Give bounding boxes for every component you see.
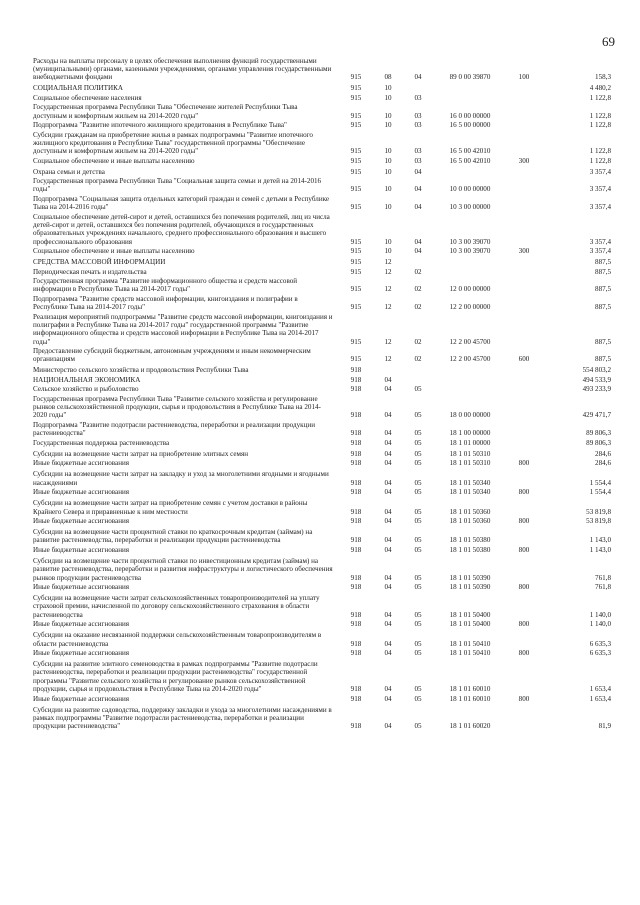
row-ministry-code: 918 (350, 438, 362, 447)
row-name: Подпрограмма "Развитие ипотечного жилищного кредитования в Республике Тыва" (33, 121, 287, 130)
row-section-code: 04 (384, 517, 392, 526)
row-ministry-code: 918 (350, 375, 362, 384)
row-amount: 284,6 (595, 449, 611, 458)
page-number: 69 (602, 34, 615, 49)
row-ministry-code: 915 (350, 303, 362, 312)
row-section-code: 04 (384, 459, 392, 468)
row-target-article: 10 3 00 00000 (449, 203, 491, 212)
row-section-code: 04 (384, 620, 392, 629)
row-ministry-code: 918 (350, 411, 362, 420)
row-target-article: 18 1 01 00000 (449, 438, 491, 447)
row-ministry-code: 915 (350, 73, 362, 82)
row-subsection-code: 05 (414, 429, 422, 438)
table-row (33, 194, 615, 212)
row-section-code: 04 (384, 429, 392, 438)
row-expense-type: 600 (518, 355, 530, 364)
table-row (33, 246, 615, 255)
table-row (33, 212, 615, 246)
row-target-article: 18 1 01 50410 (449, 649, 491, 658)
row-name: СОЦИАЛЬНАЯ ПОЛИТИКА (33, 84, 123, 93)
table-row (33, 366, 615, 375)
row-section-code: 12 (384, 285, 392, 294)
table-row (33, 449, 615, 458)
row-amount: 53 819,8 (586, 517, 611, 526)
table-row (33, 694, 615, 703)
row-ministry-code: 915 (350, 147, 362, 156)
row-target-article: 18 1 01 50380 (449, 545, 491, 554)
row-amount: 1 143,0 (589, 536, 611, 545)
row-section-code: 04 (384, 694, 392, 703)
row-section-code: 10 (384, 156, 392, 165)
table-row (33, 660, 615, 694)
row-subsection-code: 02 (414, 337, 422, 346)
row-subsection-code: 05 (414, 438, 422, 447)
table-row (33, 438, 615, 447)
row-section-code: 12 (384, 337, 392, 346)
row-section-code: 10 (384, 237, 392, 246)
row-amount: 1 122,8 (589, 111, 611, 120)
row-amount: 89 806,3 (586, 438, 611, 447)
row-target-article: 18 1 01 50310 (449, 449, 491, 458)
row-section-code: 04 (384, 478, 392, 487)
row-subsection-code: 03 (414, 156, 422, 165)
row-ministry-code: 915 (350, 185, 362, 194)
row-amount: 6 635,3 (589, 649, 611, 658)
row-subsection-code: 05 (414, 573, 422, 582)
row-subsection-code: 05 (414, 610, 422, 619)
table-row (33, 103, 615, 121)
row-name: НАЦИОНАЛЬНАЯ ЭКОНОМИКА (33, 375, 141, 384)
row-name: Иные бюджетные ассигнования (33, 620, 130, 629)
row-target-article: 16 5 00 42010 (449, 156, 491, 165)
row-subsection-code: 04 (414, 247, 422, 256)
table-row (33, 346, 615, 364)
row-ministry-code: 918 (350, 507, 362, 516)
row-ministry-code: 918 (350, 545, 362, 554)
table-row (33, 631, 615, 649)
row-subsection-code: 05 (414, 507, 422, 516)
row-amount: 3 357,4 (589, 247, 611, 256)
row-section-code: 10 (384, 203, 392, 212)
row-amount: 1 653,4 (589, 694, 611, 703)
table-row (33, 84, 615, 93)
table-row (33, 488, 615, 497)
table-row (33, 620, 615, 629)
row-expense-type: 800 (518, 583, 530, 592)
row-name: Иные бюджетные ассигнования (33, 649, 130, 658)
row-amount: 1 122,8 (589, 121, 611, 130)
row-name: Реализация мероприятий подпрограммы "Развитие средств массовой информации, книгоиздания и полиграфии в Республике Тыва на 2014-2017 годы" государственной программы "Развитие информационного общества и средств массовой информации в Республике Тыва на 2014-2017 годы" (33, 312, 333, 346)
row-amount: 3 357,4 (589, 185, 611, 194)
row-name: Субсидии на возмещение части процентной ставки по инвестиционным кредитам (займам) на развитие растениеводства, переработки и развития инфраструктуры и логистического обеспечения рынков продукции растениеводства (33, 556, 333, 582)
row-ministry-code: 915 (350, 237, 362, 246)
row-name: Субсидии гражданам на приобретение жилья в рамках подпрограммы "Развитие ипотечного жилищного кредитования в Республике Тыва" государственной программы "Обеспечение доступным и комфортным жильем на 2014-2020 годы" (33, 130, 313, 156)
row-name: Субсидии на возмещение части затрат на приобретение элитных семян (33, 449, 249, 458)
row-ministry-code: 915 (350, 258, 362, 267)
row-name: Иные бюджетные ассигнования (33, 488, 130, 497)
row-target-article: 18 1 01 50400 (449, 620, 491, 629)
row-ministry-code: 915 (350, 247, 362, 256)
row-name: СРЕДСТВА МАССОВОЙ ИНФОРМАЦИИ (33, 258, 166, 267)
row-amount: 1 554,4 (589, 488, 611, 497)
row-section-code: 04 (384, 685, 392, 694)
row-amount: 887,5 (595, 355, 611, 364)
row-target-article: 18 1 01 50340 (449, 478, 491, 487)
row-ministry-code: 918 (350, 429, 362, 438)
table-row (33, 385, 615, 394)
row-subsection-code: 03 (414, 111, 422, 120)
row-name: Субсидии на развитие садоводства, поддержку закладки и ухода за многолетними насаждениями в рамках подпрограммы "Развитие подотрасли растениеводства, переработки и реализации продукции растениеводства" (33, 705, 332, 731)
table-row (33, 470, 615, 488)
row-expense-type: 800 (518, 620, 530, 629)
table-row (33, 375, 615, 384)
table-row (33, 130, 615, 156)
table-row (33, 294, 615, 312)
row-section-code: 10 (384, 84, 392, 93)
row-amount: 1 140,0 (589, 620, 611, 629)
row-ministry-code: 918 (350, 639, 362, 648)
table-row (33, 267, 615, 276)
row-amount: 3 357,4 (589, 167, 611, 176)
row-ministry-code: 915 (350, 84, 362, 93)
row-name: Иные бюджетные ассигнования (33, 545, 130, 554)
row-amount: 89 806,3 (586, 429, 611, 438)
row-ministry-code: 915 (350, 93, 362, 102)
row-amount: 493 233,9 (582, 385, 611, 394)
row-target-article: 18 1 01 50390 (449, 583, 491, 592)
row-amount: 429 471,7 (582, 411, 611, 420)
row-section-code: 10 (384, 93, 392, 102)
table-row (33, 93, 615, 102)
row-ministry-code: 915 (350, 267, 362, 276)
row-name: Подпрограмма "Развитие средств массовой информации, книгоиздания и полиграфии в Республике Тыва на 2014-2017 годы" (33, 294, 298, 312)
row-section-code: 04 (384, 649, 392, 658)
row-target-article: 18 1 01 60010 (449, 694, 491, 703)
row-target-article: 12 2 00 45700 (449, 337, 491, 346)
row-ministry-code: 918 (350, 685, 362, 694)
row-subsection-code: 04 (414, 237, 422, 246)
row-section-code: 04 (384, 536, 392, 545)
row-name: Иные бюджетные ассигнования (33, 583, 130, 592)
row-section-code: 12 (384, 303, 392, 312)
row-expense-type: 800 (518, 545, 530, 554)
row-amount: 284,6 (595, 459, 611, 468)
row-amount: 3 357,4 (589, 203, 611, 212)
table-row (33, 120, 615, 129)
row-amount: 53 819,8 (586, 507, 611, 516)
row-ministry-code: 915 (350, 121, 362, 130)
row-section-code: 12 (384, 258, 392, 267)
row-amount: 1 143,0 (589, 545, 611, 554)
row-target-article: 16 0 00 00000 (449, 111, 491, 120)
row-expense-type: 800 (518, 517, 530, 526)
row-name: Расходы на выплаты персоналу в целях обеспечения выполнения функций государственными (муниципальными) органами, казенными учреждениями, органами управления государственными внебюджетными фондами (33, 56, 332, 82)
table-row (33, 705, 615, 731)
row-ministry-code: 915 (350, 203, 362, 212)
row-subsection-code: 05 (414, 639, 422, 648)
table-row (33, 56, 615, 82)
row-name: Государственная программа "Развитие информационного общества и средств массовой информации в Республике Тыва на 2014-2017 годы" (33, 277, 298, 294)
row-name: Государственная программа Республики Тыва "Обеспечение жителей Республики Тыва доступным и комфортным жильем на 2014-2020 годы" (33, 103, 298, 120)
row-subsection-code: 05 (414, 722, 422, 731)
row-ministry-code: 915 (350, 337, 362, 346)
row-subsection-code: 04 (414, 203, 422, 212)
budget-table (33, 56, 615, 731)
table-row (33, 312, 615, 346)
row-amount: 1 122,8 (589, 156, 611, 165)
row-ministry-code: 915 (350, 355, 362, 364)
row-subsection-code: 02 (414, 303, 422, 312)
row-subsection-code: 05 (414, 449, 422, 458)
row-section-code: 10 (384, 247, 392, 256)
row-ministry-code: 918 (350, 573, 362, 582)
row-subsection-code: 04 (414, 167, 422, 176)
row-section-code: 10 (384, 121, 392, 130)
table-row (33, 594, 615, 620)
row-name: Субсидии на возмещение части затрат на приобретение семян с учетом доставки в районы Крайнего Севера и приравненные к ним местности (33, 499, 308, 516)
row-ministry-code: 918 (350, 610, 362, 619)
row-amount: 3 357,4 (589, 237, 611, 246)
table-row (33, 556, 615, 582)
row-subsection-code: 05 (414, 517, 422, 526)
row-amount: 81,9 (598, 722, 611, 731)
row-name: Министерство сельского хозяйства и продовольствия Республики Тыва (33, 366, 249, 375)
row-ministry-code: 918 (350, 649, 362, 658)
row-target-article: 18 1 00 00000 (449, 429, 491, 438)
row-subsection-code: 05 (414, 685, 422, 694)
row-target-article: 18 1 01 50400 (449, 610, 491, 619)
table-row (33, 545, 615, 554)
table-row (33, 156, 615, 165)
row-ministry-code: 918 (350, 517, 362, 526)
table-row (33, 394, 615, 420)
row-section-code: 04 (384, 545, 392, 554)
row-section-code: 04 (384, 449, 392, 458)
row-section-code: 04 (384, 583, 392, 592)
table-row (33, 528, 615, 546)
table-row (33, 516, 615, 525)
row-ministry-code: 918 (350, 583, 362, 592)
row-ministry-code: 915 (350, 156, 362, 165)
row-amount: 494 533,9 (582, 375, 611, 384)
row-expense-type: 100 (518, 73, 530, 82)
row-target-article: 89 0 00 39870 (449, 73, 491, 82)
row-subsection-code: 04 (414, 185, 422, 194)
row-amount: 887,5 (595, 337, 611, 346)
row-subsection-code: 05 (414, 385, 422, 394)
row-name: Периодическая печать и издательства (33, 267, 147, 276)
row-subsection-code: 04 (414, 73, 422, 82)
table-row (33, 258, 615, 267)
row-name: Сельское хозяйство и рыболовство (33, 385, 139, 394)
row-section-code: 04 (384, 488, 392, 497)
table-row (33, 582, 615, 591)
row-target-article: 18 0 00 00000 (449, 411, 491, 420)
row-section-code: 04 (384, 573, 392, 582)
row-amount: 1 653,4 (589, 685, 611, 694)
row-name: Подпрограмма "Социальная защита отдельных категорий граждан и семей с детьми в Республике Тыва на 2014-2016 годы" (33, 194, 330, 212)
table-row (33, 277, 615, 295)
row-ministry-code: 918 (350, 722, 362, 731)
row-name: Подпрограмма "Развитие подотрасли растениеводства, переработки и реализации продукции растениеводства" (33, 420, 316, 438)
row-amount: 887,5 (595, 267, 611, 276)
row-target-article: 10 3 00 39070 (449, 237, 491, 246)
row-subsection-code: 02 (414, 285, 422, 294)
row-name: Субсидии на оказание несвязанной поддержки сельскохозяйственным товаропроизводителям в области растениеводства (33, 631, 322, 648)
row-subsection-code: 02 (414, 267, 422, 276)
row-name: Субсидии на развитие элитного семеноводства в рамках подпрограммы "Развитие подотрасли растениеводства, переработки и реализации продукции растениеводства" государственной программы "Развитие сельского хозяйства и регулирование рынков сельскохозяйственной продукции, сырья и продовольствия в Республике Тыва на 2014-2020 годы" (33, 660, 318, 694)
row-subsection-code: 03 (414, 121, 422, 130)
row-expense-type: 800 (518, 488, 530, 497)
row-target-article: 18 1 01 50410 (449, 639, 491, 648)
row-amount: 1 554,4 (589, 478, 611, 487)
row-target-article: 12 2 00 45700 (449, 355, 491, 364)
row-section-code: 12 (384, 267, 392, 276)
row-target-article: 10 3 00 39070 (449, 247, 491, 256)
row-section-code: 04 (384, 722, 392, 731)
row-target-article: 18 1 01 50340 (449, 488, 491, 497)
row-ministry-code: 918 (350, 449, 362, 458)
table-row (33, 459, 615, 468)
row-section-code: 10 (384, 147, 392, 156)
row-name: Государственная поддержка растениеводства (33, 438, 170, 447)
row-section-code: 04 (384, 438, 392, 447)
row-amount: 761,8 (595, 583, 611, 592)
row-name: Социальное обеспечение и иные выплаты населению (33, 247, 195, 256)
row-subsection-code: 05 (414, 536, 422, 545)
row-name: Социальное обеспечение населения (33, 93, 142, 102)
row-subsection-code: 05 (414, 411, 422, 420)
row-section-code: 10 (384, 167, 392, 176)
row-ministry-code: 918 (350, 620, 362, 629)
row-amount: 158,3 (595, 73, 611, 82)
row-amount: 1 122,8 (589, 93, 611, 102)
row-amount: 887,5 (595, 303, 611, 312)
row-target-article: 18 1 01 60020 (449, 722, 491, 731)
row-name: Иные бюджетные ассигнования (33, 459, 130, 468)
row-subsection-code: 05 (414, 478, 422, 487)
row-ministry-code: 915 (350, 285, 362, 294)
row-target-article: 16 5 00 42010 (449, 147, 491, 156)
row-target-article: 18 1 01 50390 (449, 573, 491, 582)
row-amount: 554 803,2 (582, 366, 611, 375)
row-subsection-code: 05 (414, 459, 422, 468)
row-section-code: 08 (384, 73, 392, 82)
row-name: Субсидии на возмещение части затрат сельскохозяйственных товаропроизводителей на уплату страховой премии, начисленной по договору сельскохозяйственного страхования в области растениеводства (33, 594, 320, 619)
table-row (33, 499, 615, 517)
row-subsection-code: 05 (414, 694, 422, 703)
row-expense-type: 800 (518, 649, 530, 658)
table-row (33, 177, 615, 195)
row-subsection-code: 05 (414, 488, 422, 497)
row-section-code: 04 (384, 639, 392, 648)
row-subsection-code: 05 (414, 545, 422, 554)
row-name: Предоставление субсидий бюджетным, автономным учреждениям и иным некоммерческим организациям (33, 347, 311, 364)
row-ministry-code: 915 (350, 167, 362, 176)
row-target-article: 18 1 01 60010 (449, 685, 491, 694)
row-expense-type: 300 (518, 156, 530, 165)
row-target-article: 12 2 00 00000 (449, 303, 491, 312)
row-amount: 887,5 (595, 258, 611, 267)
row-amount: 1 122,8 (589, 147, 611, 156)
table-row (33, 420, 615, 438)
row-target-article: 18 1 01 50360 (449, 507, 491, 516)
row-section-code: 04 (384, 385, 392, 394)
row-expense-type: 300 (518, 247, 530, 256)
row-amount: 1 140,0 (589, 610, 611, 619)
row-ministry-code: 918 (350, 478, 362, 487)
row-ministry-code: 918 (350, 488, 362, 497)
row-subsection-code: 03 (414, 147, 422, 156)
table-row (33, 648, 615, 657)
row-subsection-code: 02 (414, 355, 422, 364)
row-amount: 761,8 (595, 573, 611, 582)
row-name: Субсидии на возмещение части процентной ставки по краткосрочным кредитам (займам) на развитие растениеводства, переработки и реализации продукции растениеводства (33, 528, 313, 545)
row-section-code: 12 (384, 355, 392, 364)
row-amount: 4 480,2 (589, 84, 611, 93)
row-section-code: 10 (384, 185, 392, 194)
row-name: Социальное обеспечение детей-сирот и детей, оставшихся без попечения родителей, лиц из числа детей-сирот и детей, оставшихся без попечения родителей, обучающихся в государственных образовательных учреждениях начального, среднего профессионального образования и высшего профессионального образования (33, 212, 330, 246)
table-row (33, 167, 615, 176)
row-subsection-code: 05 (414, 583, 422, 592)
row-ministry-code: 915 (350, 111, 362, 120)
row-ministry-code: 918 (350, 459, 362, 468)
row-section-code: 04 (384, 411, 392, 420)
row-ministry-code: 918 (350, 385, 362, 394)
row-ministry-code: 918 (350, 366, 362, 375)
row-name: Социальное обеспечение и иные выплаты населению (33, 156, 195, 165)
row-target-article: 16 5 00 00000 (449, 121, 491, 130)
row-subsection-code: 05 (414, 649, 422, 658)
row-name: Иные бюджетные ассигнования (33, 517, 130, 526)
row-section-code: 04 (384, 507, 392, 516)
row-name: Государственная программа Республики Тыва "Развитие сельского хозяйства и регулирование рынков сельскохозяйственной продукции, сырья и продовольствия в Республике Тыва на 2014-2020 годы" (33, 394, 321, 420)
row-section-code: 04 (384, 610, 392, 619)
row-target-article: 18 1 01 50360 (449, 517, 491, 526)
row-name: Иные бюджетные ассигнования (33, 694, 130, 703)
row-amount: 6 635,3 (589, 639, 611, 648)
row-target-article: 12 0 00 00000 (449, 285, 491, 294)
row-expense-type: 800 (518, 694, 530, 703)
row-subsection-code: 03 (414, 93, 422, 102)
row-ministry-code: 918 (350, 694, 362, 703)
row-section-code: 10 (384, 111, 392, 120)
row-section-code: 04 (384, 375, 392, 384)
row-name: Охрана семьи и детства (33, 167, 105, 176)
row-expense-type: 800 (518, 459, 530, 468)
row-name: Государственная программа Республики Тыва "Социальная защита семьи и детей на 2014-2016 годы" (33, 177, 322, 194)
row-name: Субсидии на возмещение части затрат на закладку и уход за многолетними ягодными и ягодными насаждениями (33, 470, 329, 487)
row-subsection-code: 05 (414, 620, 422, 629)
row-target-article: 18 1 01 50380 (449, 536, 491, 545)
row-target-article: 18 1 01 50310 (449, 459, 491, 468)
row-target-article: 10 0 00 00000 (449, 185, 491, 194)
row-ministry-code: 918 (350, 536, 362, 545)
row-amount: 887,5 (595, 285, 611, 294)
